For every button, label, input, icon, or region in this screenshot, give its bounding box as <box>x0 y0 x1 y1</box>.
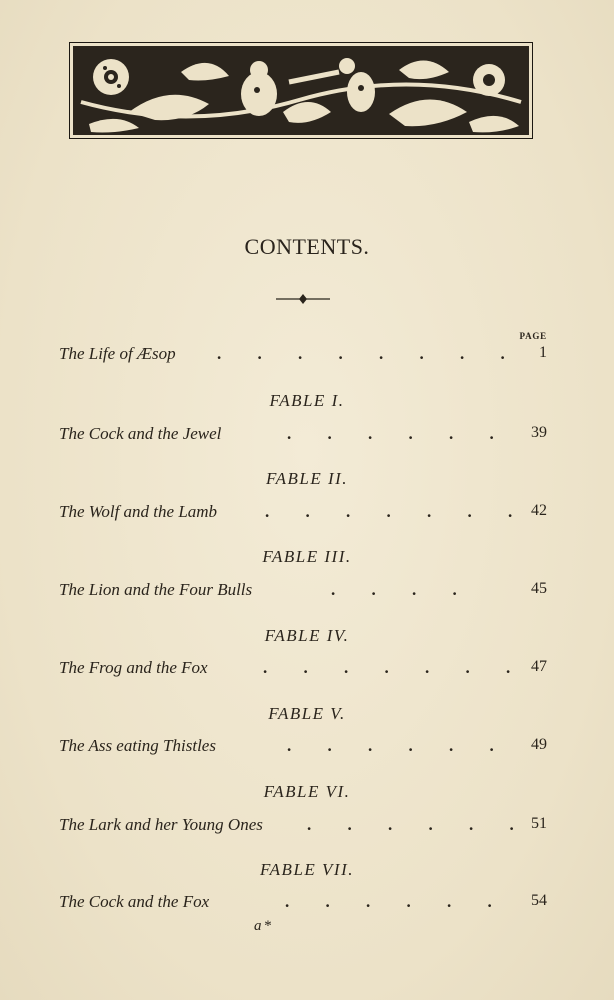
fable-number: FABLE IV. <box>264 626 350 645</box>
fable-number: FABLE II. <box>265 469 349 488</box>
toc-entry-page: 54 <box>531 892 547 909</box>
fable-number: FABLE III. <box>262 547 352 566</box>
toc-entry-title: The Cock and the Fox <box>59 892 210 911</box>
leader-dots: . . . . . . . <box>265 502 529 521</box>
toc-entry[interactable] <box>59 892 547 916</box>
fable-number: FABLE VI. <box>263 782 351 801</box>
toc-entry-page: 51 <box>531 815 547 832</box>
toc-entry-page: 49 <box>531 736 547 753</box>
fable-number: FABLE VII. <box>259 860 354 879</box>
leader-dots: . . . . . . <box>287 736 510 755</box>
leader-dots: . . . . . . <box>285 892 508 911</box>
toc-entry-title: The Lark and her Young Ones <box>59 815 263 834</box>
leader-dots: . . . . . . . <box>263 658 527 677</box>
toc-entry-page: 1 <box>539 344 547 361</box>
leader-dots: . . . . <box>331 580 473 599</box>
toc-entry-page: 42 <box>531 502 547 519</box>
toc-entry[interactable] <box>59 736 547 760</box>
leader-dots: . . . . . . <box>287 424 510 443</box>
toc-entry-title: The Life of Æsop <box>59 344 176 363</box>
toc-entry-title: The Cock and the Jewel <box>59 424 222 443</box>
fable-number: FABLE V. <box>268 704 346 723</box>
toc-entry-title: The Lion and the Four Bulls <box>59 580 253 599</box>
page-title: CONTENTS. <box>244 234 370 259</box>
decorative-headpiece <box>69 42 533 139</box>
page-column-label: PAGE <box>519 331 547 341</box>
toc-entry[interactable] <box>59 658 547 682</box>
toc-entry[interactable] <box>59 815 547 839</box>
leader-dots: . . . . . . . . <box>217 344 521 363</box>
toc-entry[interactable] <box>59 580 547 604</box>
leader-dots: . . . . . . <box>307 815 530 834</box>
toc-entry-page: 39 <box>531 424 547 441</box>
toc-entry[interactable] <box>59 344 547 368</box>
toc-entry-page: 45 <box>531 580 547 597</box>
toc-entry-title: The Frog and the Fox <box>59 658 208 677</box>
signature-mark: a* <box>254 918 273 934</box>
toc-entry[interactable] <box>59 502 547 526</box>
toc-entry-title: The Ass eating Thistles <box>59 736 216 755</box>
ornamental-divider <box>276 292 330 306</box>
fable-number: FABLE I. <box>269 391 345 410</box>
toc-entry-title: The Wolf and the Lamb <box>59 502 218 521</box>
toc-entry[interactable] <box>59 424 547 448</box>
toc-entry-page: 47 <box>531 658 547 675</box>
